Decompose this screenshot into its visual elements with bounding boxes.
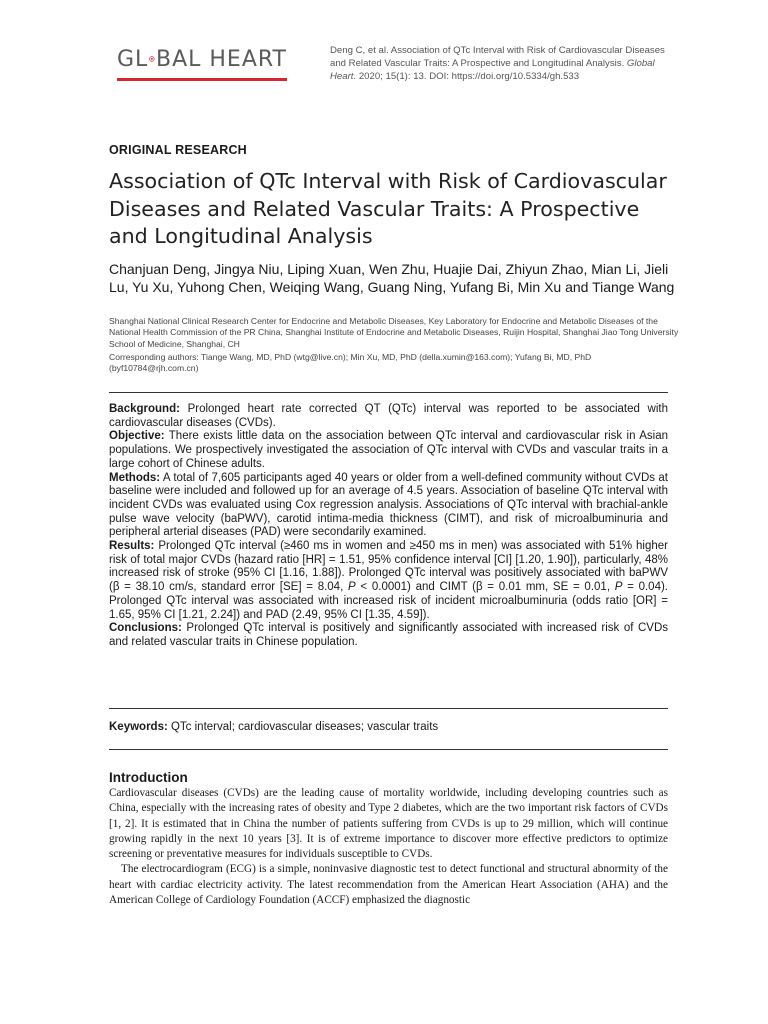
citation-journal: Global Heart. [330,58,655,82]
divider-top [109,392,668,393]
results-text-2: < 0.0001) and CIMT (β = 0.01 mm, SE = 0.01, [355,581,615,594]
p-value-symbol: P [614,581,623,594]
abstract [109,403,668,650]
journal-logo [117,46,287,81]
conclusions-text: Prolonged QTc interval is positively and significantly associated with increased risk of CVDs and related vascular traits in Chinese population. [109,622,668,648]
divider-keywords-bottom [109,749,668,750]
article-title: Association of QTc Interval with Risk of Cardiovascular Diseases and Related Vascular Traits: A Prospective and Longitudinal Analysis [109,169,667,248]
objective-text: There exists little data on the association between QTc interval and cardiovascular risk in Asian populations. We prospectively investigated the association of QTc interval with CVDs and vascular traits in a large cohort of Chinese adults. [109,430,668,470]
abstract-methods [109,472,668,541]
logo-underline [117,78,287,81]
methods-text: A total of 7,605 participants aged 40 years or older from a well-defined community without CVDs at baseline were included and followed up for an average of 4.5 years. Association of baseline QTc interval with incident CVDs was evaluated using Cox regression analysis. Associations of QTc interval with brachial-ankle pulse wave velocity (baPWV), carotid intima-media thickness (CIMT), and risk of microalbuminuria and peripheral arterial diseases (PAD) were secondarily examined. [109,471,668,539]
methods-label: Methods: [109,471,161,484]
introduction-body [109,786,668,908]
abstract-results [109,540,668,622]
keywords-text: QTc interval; cardiovascular diseases; vascular traits [167,721,439,733]
corresponding-authors: Corresponding authors: Tiange Wang, MD, PhD (wtg@live.cn); Min Xu, MD, PhD (della.xumin@163.com); Yufang Bi, MD, PhD (byf10784@rjh.com.cn) [109,352,592,374]
keywords-label: Keywords: [109,721,168,733]
citation-prefix: Deng C, et al. Association of QTc Interval with Risk of Cardiovascular Diseases and Related Vascular Traits: A Prospective and Longitudinal Analysis. [330,45,665,69]
background-text: Prolonged heart rate corrected QT (QTc) interval was reported to be associated with cardiovascular diseases (CVDs). [109,403,668,429]
results-label: Results: [109,540,155,553]
divider-keywords-top [109,708,668,709]
p-value-symbol: P [348,581,356,594]
paragraph: The electrocardiogram (ECG) is a simple, noninvasive diagnostic test to detect functional and structural abnormity of the heart with cardiac electricity activity. The latest recommendation from the American Heart Association (AHA) and the American College of Cardiology Foundation (ACCF) emphasized the diagnostic [109,863,668,907]
results-text-3: = 0.04). Prolonged QTc interval was associated with increased risk of incident microalbuminuria (odds ratio [OR] = 1.65, 95% CI [1.21, 2.24]) and PAD (2.49, 95% CI [1.35, 4.59]). [109,581,668,621]
conclusions-label: Conclusions: [109,622,182,635]
objective-label: Objective: [109,430,165,443]
abstract-background [109,403,668,430]
logo-text-right: BAL HEART [155,46,287,72]
results-text-1: Prolonged QTc interval (≥460 ms in women and ≥450 ms in men) was associated with 51% higher risk of total major CVDs (hazard ratio [HR] = 1.51, 95% confidence interval [CI] [1.20, 1.90]), particularly, 48% increased risk of stroke (95% CI [1.16, 1.88]). Prolonged QTc interval was positively associated with baPWV (β = 38.10 cm/s, standard error [SE] = 8.04, [109,540,668,594]
abstract-conclusions [109,622,668,649]
section-heading-introduction: Introduction [109,770,188,785]
abstract-objective [109,430,668,471]
affiliation: Shanghai National Clinical Research Center for Endocrine and Metabolic Diseases, Key Laboratory for Endocrine and Metabolic Diseases of the National Health Commission of the PR China, Shanghai Institute of Endocrine and Metabolic Diseases, Ruijin Hospital, Shanghai Jiao Tong University School of Medicine, Shanghai, CH [109,316,679,349]
citation-suffix: 2020; 15(1): 13. DOI: https://doi.org/10.5334/gh.533 [358,71,580,82]
journal-logo-text [117,46,287,72]
background-label: Background: [109,403,180,415]
citation-header [330,44,670,83]
keywords [109,721,668,733]
heart-ring-icon [149,51,155,67]
paragraph: Cardiovascular diseases (CVDs) are the leading cause of mortality worldwide, including developing countries such as China, especially with the increasing rates of obesity and Type 2 diabetes, which are the two important risk factors of CVDs [1, 2]. It is estimated that in China the number of patients suffering from CVDs is up to 29 million, which will continue growing rapidly in the next 10 years [3]. It is of extreme importance to discover more effective predictors to optimize screening or preventative measures for individuals susceptible to CVDs. [109,787,668,861]
section-label: ORIGINAL RESEARCH [109,143,247,157]
logo-text-left: GL [117,46,149,72]
author-list: Chanjuan Deng, Jingya Niu, Liping Xuan, Wen Zhu, Huajie Dai, Zhiyun Zhao, Mian Li, Jieli Lu, Yu Xu, Yuhong Chen, Weiqing Wang, Guang Ning, Yufang Bi, Min Xu and Tiange Wang [109,261,675,296]
